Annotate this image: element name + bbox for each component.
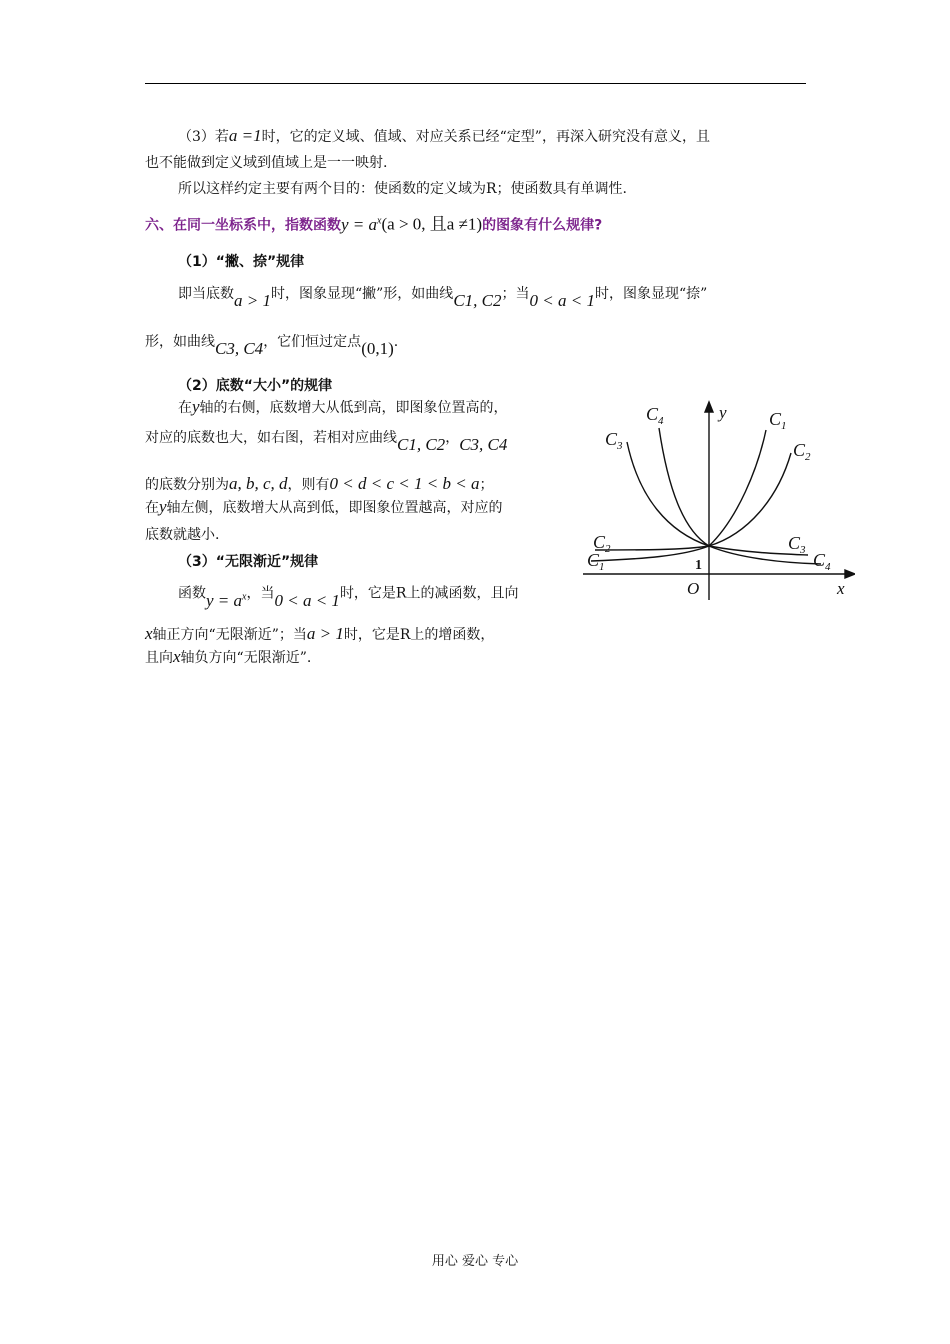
rule-2-line2: 对应的底数也大，如右图，若相对应曲线C1, C2，C3, C4 xyxy=(145,430,508,454)
section-6-formula: $y = a^x$ xyxy=(341,214,382,234)
rule-2-line5: 底数就越小. xyxy=(145,527,220,543)
label-y-axis: y xyxy=(719,403,727,422)
label-c2-left: $C_2$ xyxy=(593,532,611,555)
curve-c2 xyxy=(595,453,791,550)
para-3-line1 xyxy=(178,127,710,146)
rule-2-line1: 在y轴的右侧，底数增大从低到高，即图象位置高的， xyxy=(178,397,508,416)
label-c4-top: $C_4$ xyxy=(646,404,664,427)
page-footer: 用心 爱心 专心 xyxy=(431,1254,519,1269)
label-x-axis: x xyxy=(837,579,845,598)
curve-c3 xyxy=(627,442,808,555)
rule-1-line1: 即当底数a > 1时，图象显现“撇”形，如曲线C1, C2；当0 < a < 1时，图象显现“捺” xyxy=(178,286,708,310)
para-3-line2: 也不能做到定义域到值域上是一一映射. xyxy=(145,155,388,171)
section-6-heading xyxy=(145,212,602,235)
rule-1-heading: （1）“撇、捺”规律 xyxy=(178,254,305,270)
label-c3-right: $C_3$ xyxy=(788,533,806,556)
label-c2-top: $C_2$ xyxy=(793,440,811,463)
rule-3-line1: 函数$y = a^x$，当0 < a < 1时，它是R上的减函数，且向 xyxy=(178,585,519,610)
cond-a-gt-1: a > 1 xyxy=(234,291,271,310)
base-inequality: 0 < d < c < 1 < b < a xyxy=(329,474,480,493)
para-purpose: 所以这样约定主要有两个目的：使函数的定义域为R；使函数具有单调性. xyxy=(178,181,627,197)
base-vars: a, b, c, d xyxy=(229,474,288,493)
rule-3-line2: x轴正方向“无限渐近”；当a > 1时，它是R上的增函数， xyxy=(145,624,495,643)
curves-c3-c4: C3, C4 xyxy=(215,339,264,358)
section-6-suffix: 的图象有什么规律? xyxy=(482,217,603,234)
label-c1-top: $C_1$ xyxy=(769,409,787,432)
x-axis-arrow xyxy=(845,570,855,578)
curves-c1-c2: C1, C2 xyxy=(453,291,502,310)
cond-a-equals-1: a =1 xyxy=(228,126,262,145)
fixed-point: (0,1) xyxy=(361,339,394,358)
para-3-text: 时，它的定义域、值域、对应关系已经“定型”，再深入研究没有意义，且 xyxy=(261,129,710,145)
label-c3-top: $C_3$ xyxy=(605,429,623,452)
header-rule xyxy=(145,83,806,84)
cond-0-lt-a-lt-1: 0 < a < 1 xyxy=(529,291,595,310)
label-c1-left: $C_1$ xyxy=(587,550,605,573)
rule-2-line4: 在y轴左侧，底数增大从高到低，即图象位置越高，对应的 xyxy=(145,497,503,516)
label-one: 1 xyxy=(695,558,702,573)
para-3-prefix: （3）若 xyxy=(178,129,229,145)
y-axis-arrow xyxy=(705,402,713,412)
formula-y-ax: $y = a^x$ xyxy=(206,590,247,610)
section-6-prefix: 六、在同一坐标系中，指数函数 xyxy=(145,217,341,234)
section-6-condition: (a > 0, 且a ≠1) xyxy=(381,214,483,234)
rule-3-line3: 且向x轴负方向“无限渐近”. xyxy=(145,647,312,666)
label-origin: O xyxy=(687,579,700,598)
label-c4-right: $C_4$ xyxy=(813,550,831,573)
exponential-curves-graph xyxy=(583,398,855,603)
rule-1-line2: 形，如曲线C3, C4，它们恒过定点(0,1). xyxy=(145,334,399,358)
rule-2-line3: 的底数分别为a, b, c, d，则有0 < d < c < 1 < b < a； xyxy=(145,474,494,493)
rule-3-heading: （3）“无限渐近”规律 xyxy=(178,554,319,570)
rule-2-heading: （2）底数“大小”的规律 xyxy=(178,378,333,394)
